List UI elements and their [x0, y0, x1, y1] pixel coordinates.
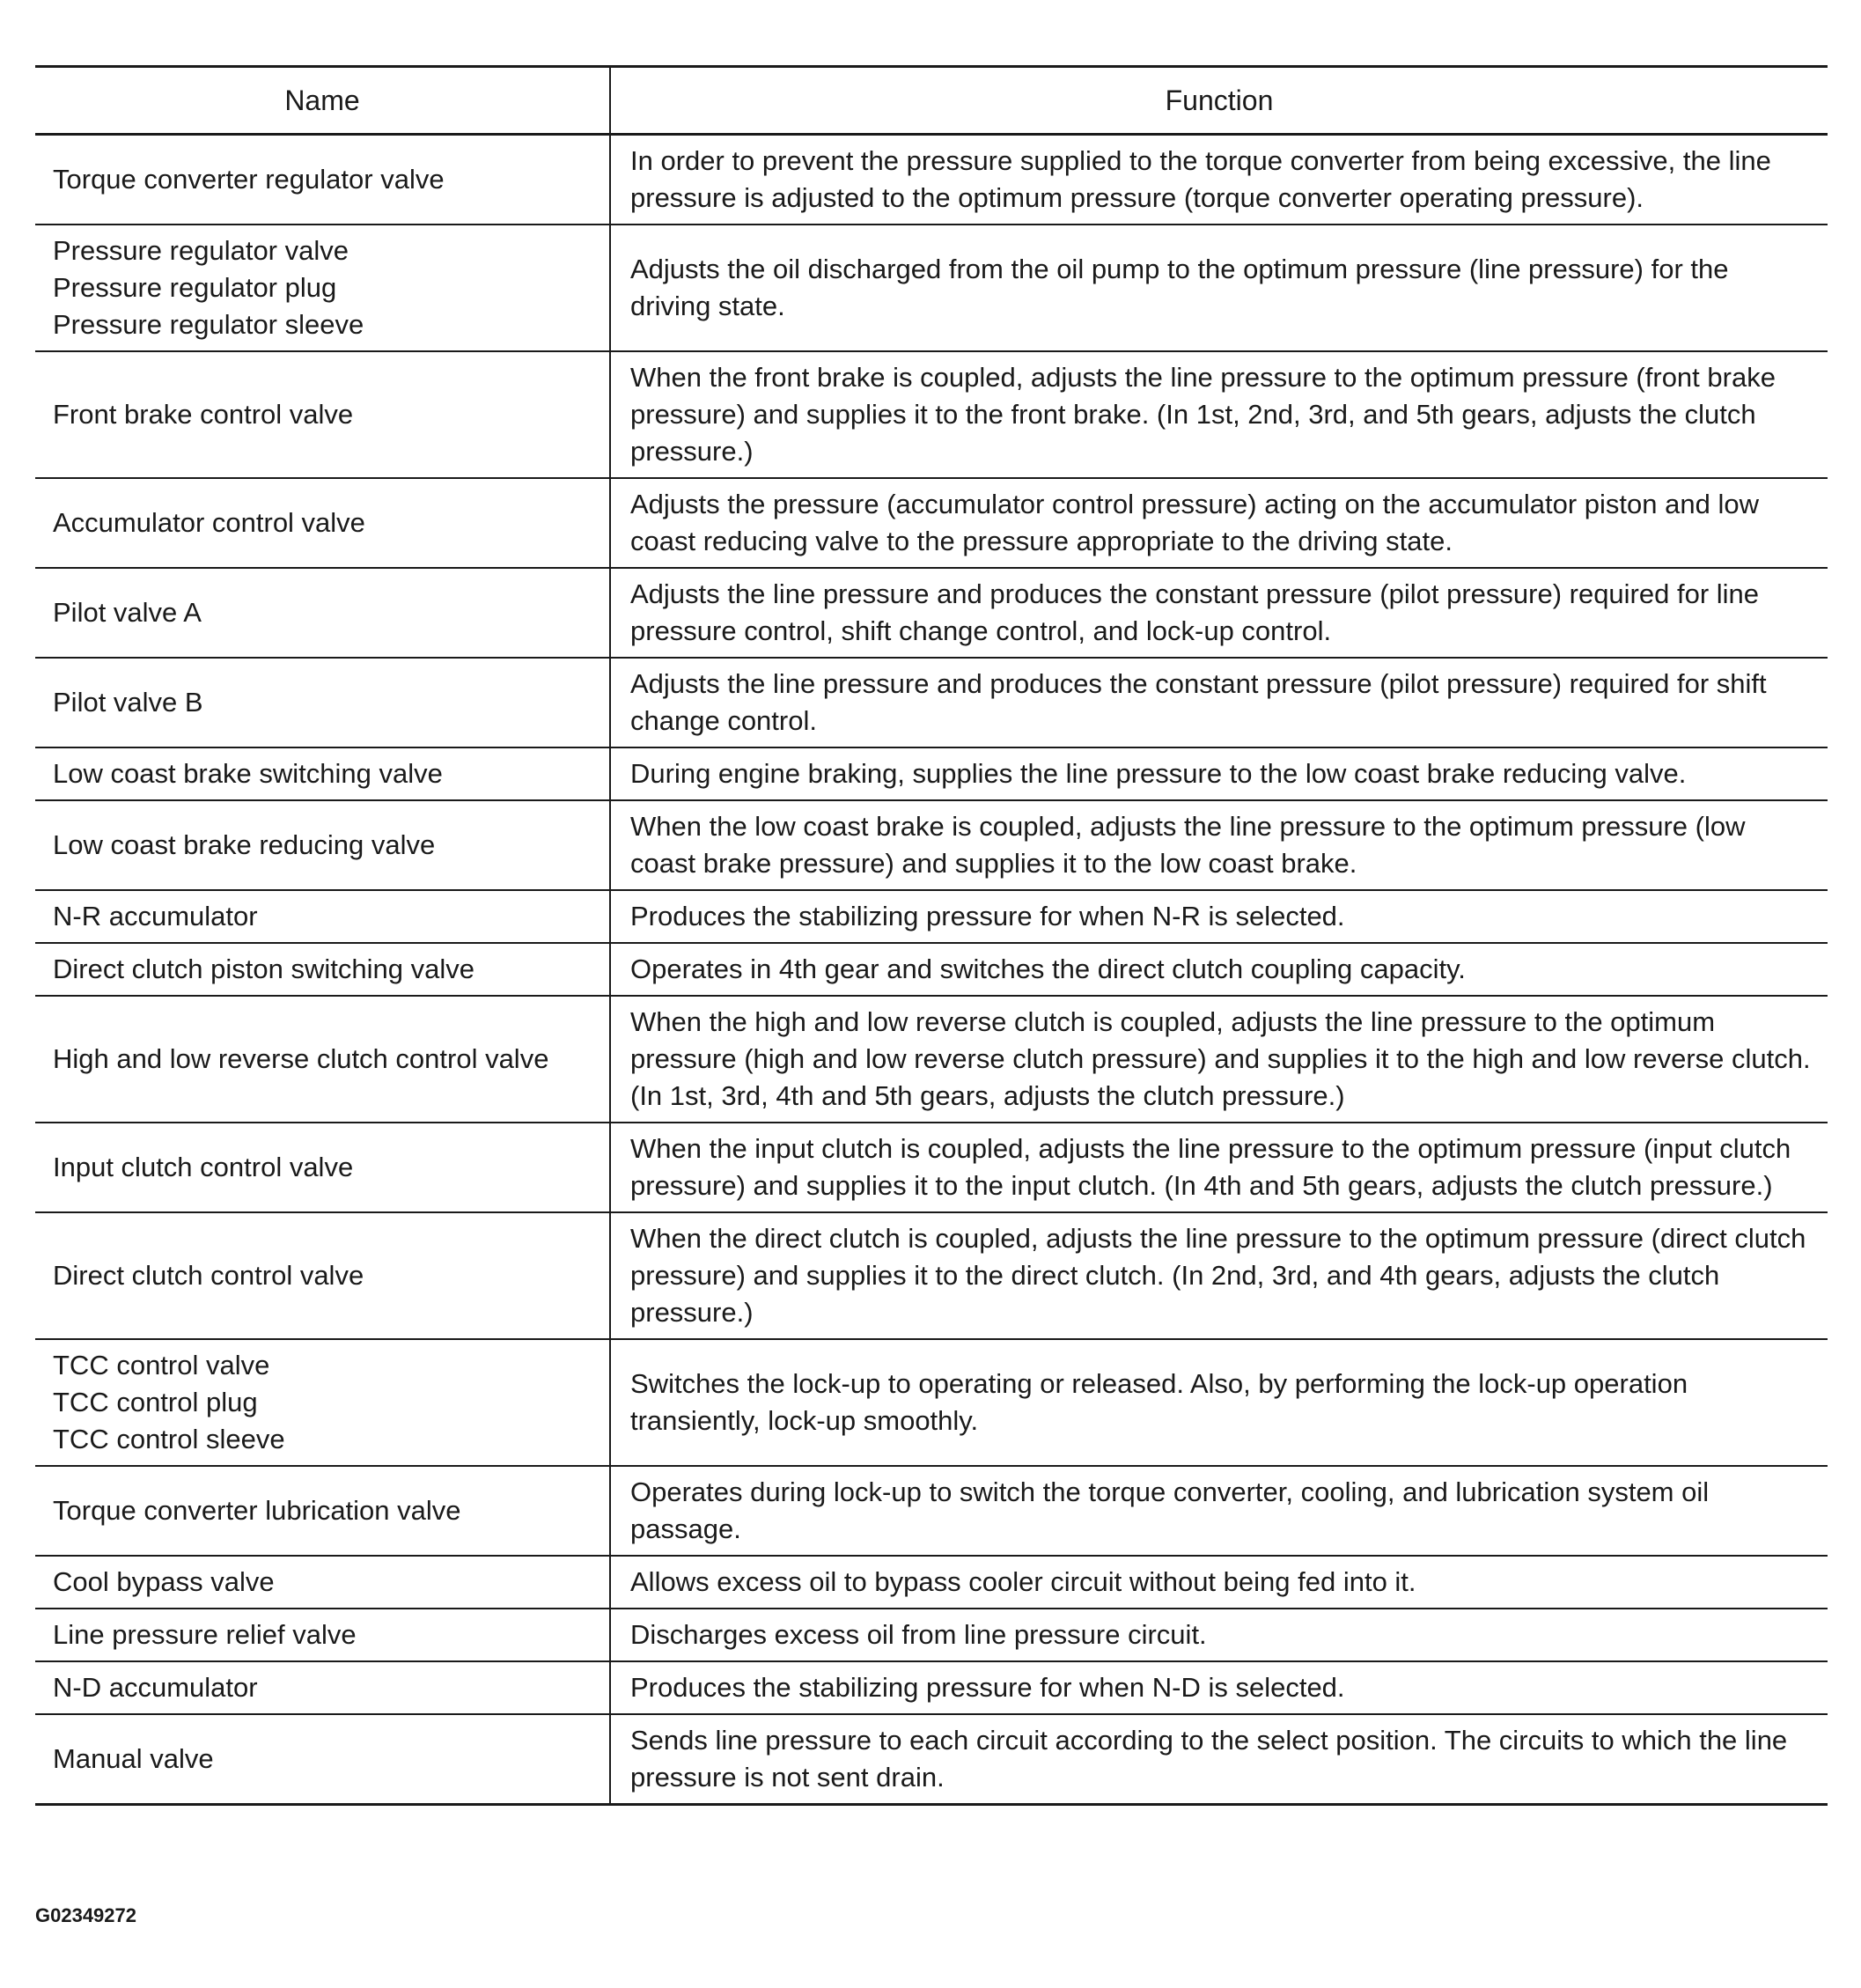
row-function: Allows excess oil to bypass cooler circuit without being fed into it.: [610, 1556, 1828, 1609]
row-function: Produces the stabilizing pressure for when N-R is selected.: [610, 890, 1828, 943]
table-row: [35, 351, 1828, 478]
row-name: Pilot valve B: [35, 658, 610, 747]
header-row: [35, 67, 1828, 135]
figure-id-label: G02349272: [35, 1904, 136, 1926]
header-name: Name: [35, 67, 610, 135]
row-function: Switches the lock-up to operating or released. Also, by performing the lock-up operation transiently, lock-up smoothly.: [610, 1339, 1828, 1466]
row-name: N-R accumulator: [35, 890, 610, 943]
table-row: [35, 1661, 1828, 1714]
row-name: Cool bypass valve: [35, 1556, 610, 1609]
header-function: Function: [610, 67, 1828, 135]
row-name: Direct clutch control valve: [35, 1212, 610, 1339]
row-function: Adjusts the line pressure and produces the constant pressure (pilot pressure) required for shift change control.: [610, 658, 1828, 747]
row-name: Torque converter regulator valve: [35, 135, 610, 225]
row-name: Low coast brake switching valve: [35, 747, 610, 800]
row-function: When the front brake is coupled, adjusts the line pressure to the optimum pressure (front brake pressure) and supplies it to the front brake. (In 1st, 2nd, 3rd, and 5th gears, adjusts the clutch pressure.): [610, 351, 1828, 478]
row-function: When the high and low reverse clutch is coupled, adjusts the line pressure to the optimum pressure (high and low reverse clutch pressure) and supplies it to the high and low reverse clutch. (In 1st, 3rd, 4th and 5th gears, adjusts the clutch pressure.): [610, 996, 1828, 1123]
table-row: [35, 478, 1828, 568]
row-function: Discharges excess oil from line pressure circuit.: [610, 1609, 1828, 1661]
table-row: [35, 225, 1828, 351]
table-row: [35, 747, 1828, 800]
table-row: [35, 568, 1828, 658]
row-function: Adjusts the pressure (accumulator control pressure) acting on the accumulator piston and low coast reducing valve to the pressure appropriate to the driving state.: [610, 478, 1828, 568]
row-function: Operates during lock-up to switch the torque converter, cooling, and lubrication system oil passage.: [610, 1466, 1828, 1556]
table-row: [35, 1212, 1828, 1339]
row-function: When the low coast brake is coupled, adjusts the line pressure to the optimum pressure (low coast brake pressure) and supplies it to the low coast brake.: [610, 800, 1828, 890]
table-row: [35, 1339, 1828, 1466]
row-name: Manual valve: [35, 1714, 610, 1805]
row-name: N-D accumulator: [35, 1661, 610, 1714]
valve-function-table: [35, 65, 1828, 1806]
table-row: [35, 658, 1828, 747]
table-row: [35, 943, 1828, 996]
table-row: [35, 890, 1828, 943]
row-function: When the direct clutch is coupled, adjusts the line pressure to the optimum pressure (direct clutch pressure) and supplies it to the direct clutch. (In 2nd, 3rd, and 4th gears, adjusts the clutch pressure.): [610, 1212, 1828, 1339]
row-function: Operates in 4th gear and switches the direct clutch coupling capacity.: [610, 943, 1828, 996]
table-row: [35, 1466, 1828, 1556]
row-name: Low coast brake reducing valve: [35, 800, 610, 890]
table-row: [35, 1609, 1828, 1661]
row-name: Pressure regulator valve Pressure regulator plug Pressure regulator sleeve: [35, 225, 610, 351]
row-name: Line pressure relief valve: [35, 1609, 610, 1661]
row-function: Adjusts the oil discharged from the oil pump to the optimum pressure (line pressure) for the driving state.: [610, 225, 1828, 351]
table-row: [35, 800, 1828, 890]
table-row: [35, 135, 1828, 225]
row-function: Produces the stabilizing pressure for when N-D is selected.: [610, 1661, 1828, 1714]
row-name: Direct clutch piston switching valve: [35, 943, 610, 996]
table-row: [35, 996, 1828, 1123]
table-row: [35, 1556, 1828, 1609]
table-row: [35, 1123, 1828, 1212]
row-name: High and low reverse clutch control valve: [35, 996, 610, 1123]
row-function: In order to prevent the pressure supplied to the torque converter from being excessive, the line pressure is adjusted to the optimum pressure (torque converter operating pressure).: [610, 135, 1828, 225]
table-body: [35, 135, 1828, 1805]
row-name: Torque converter lubrication valve: [35, 1466, 610, 1556]
table-row: [35, 1714, 1828, 1805]
row-function: When the input clutch is coupled, adjusts the line pressure to the optimum pressure (input clutch pressure) and supplies it to the input clutch. (In 4th and 5th gears, adjusts the clutch pressure.): [610, 1123, 1828, 1212]
row-name: Front brake control valve: [35, 351, 610, 478]
row-function: During engine braking, supplies the line pressure to the low coast brake reducing valve.: [610, 747, 1828, 800]
row-function: Adjusts the line pressure and produces the constant pressure (pilot pressure) required for line pressure control, shift change control, and lock-up control.: [610, 568, 1828, 658]
row-name: Pilot valve A: [35, 568, 610, 658]
row-name: TCC control valve TCC control plug TCC control sleeve: [35, 1339, 610, 1466]
row-name: Input clutch control valve: [35, 1123, 610, 1212]
row-function: Sends line pressure to each circuit according to the select position. The circuits to which the line pressure is not sent drain.: [610, 1714, 1828, 1805]
row-name: Accumulator control valve: [35, 478, 610, 568]
